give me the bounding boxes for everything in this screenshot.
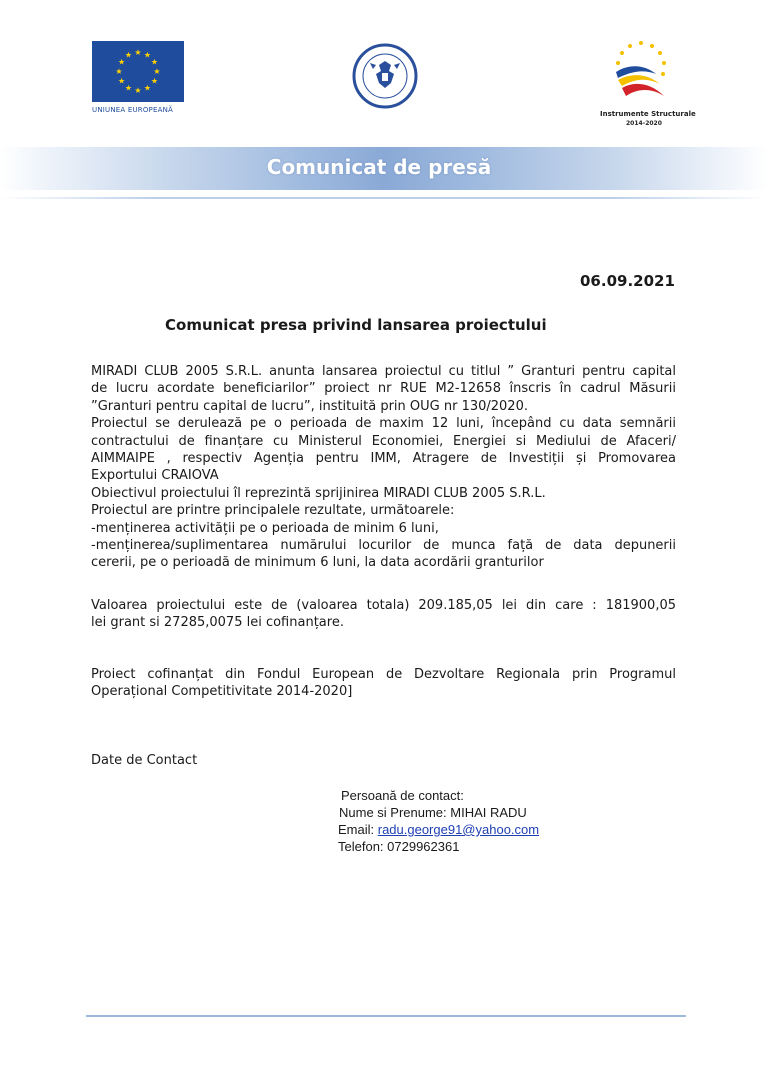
body-line: Obiectivul proiectului îl reprezintă sprijinirea MIRADI CLUB 2005 S.R.L. [91, 485, 546, 501]
eu-star-icon: ★ [143, 50, 152, 60]
project-value-paragraph [91, 597, 676, 632]
eu-star-icon: ★ [134, 48, 142, 57]
body-line: AIMMAIPE , respectiv Agenția pentru IMM, Atragere de Investiții și Promovarea [91, 451, 676, 467]
banner-title: Comunicat de presă [266, 155, 492, 179]
eu-star-icon: ★ [150, 57, 159, 67]
eu-star-icon: ★ [124, 50, 133, 60]
eu-caption: UNIUNEA EUROPEANĂ [92, 106, 173, 114]
eu-star-icon: ★ [143, 83, 152, 93]
contact-person-label: Persoană de contact: [341, 788, 464, 803]
eu-star-icon: ★ [134, 86, 142, 95]
body-line: -menținerea activității pe o perioada de minim 6 luni, [91, 520, 439, 536]
value-line: lei grant si 27285,0075 lei cofinanțare. [91, 615, 344, 631]
eu-star-icon: ★ [117, 76, 126, 86]
release-title: Comunicat presa privind lansarea proiectului [165, 316, 547, 334]
banner-divider [0, 197, 768, 199]
contact-name: Nume si Prenume: MIHAI RADU [339, 805, 527, 820]
release-date: 06.09.2021 [580, 272, 675, 290]
cofin-line: Proiect cofinanțat din Fondul European de Dezvoltare Regionala prin Programul [91, 667, 676, 682]
cofinancing-paragraph [91, 666, 676, 701]
body-line: Proiectul are printre principalele rezultate, următoarele: [91, 503, 455, 519]
cofin-line: Operațional Competitivitate 2014-2020] [91, 684, 353, 700]
contact-phone: Telefon: 0729962361 [338, 839, 460, 854]
instrumente-structurale-logo [606, 38, 676, 102]
footer-divider [86, 1015, 686, 1017]
body-line: de lucru acordate beneficiarilor” proiect nr RUE M2-12658 înscris în cadrul Măsurii [91, 381, 676, 397]
body-line: ”Granturi pentru capital de lucru”, instituită prin OUG nr 130/2020. [91, 398, 528, 414]
body-line: MIRADI CLUB 2005 S.R.L. anunta lansarea proiectul cu titlul ” Granturi pentru capital [91, 364, 676, 379]
body-line: -menținerea/suplimentarea numărului locurilor de munca față de data depunerii [91, 538, 676, 554]
contact-email-link[interactable]: radu.george91@yahoo.com [377, 822, 540, 837]
contact-email-label: Email: [338, 822, 378, 837]
body-line: Proiectul se derulează pe o perioada de maxim 12 luni, începând cu data semnării [91, 416, 676, 432]
is-caption-years: 2014-2020 [626, 120, 662, 127]
eu-star-icon: ★ [124, 83, 133, 93]
eu-star-icon: ★ [115, 67, 123, 76]
eu-flag-logo [92, 41, 184, 102]
body-line: Exportului CRAIOVA [91, 468, 219, 484]
body-line: contractului de finanțare cu Ministerul Economiei, Energiei si Mediului de Afaceri/ [91, 433, 676, 449]
value-line: Valoarea proiectului este de (valoarea totala) 209.185,05 lei din care : 181900,05 [91, 598, 676, 613]
eu-star-icon: ★ [150, 76, 159, 86]
contact-header: Date de Contact [91, 753, 198, 768]
contact-email-row [338, 821, 539, 838]
eu-star-icon: ★ [153, 67, 161, 76]
eu-star-icon: ★ [117, 57, 126, 67]
body-line: cererii, pe o perioadă de minimum 6 luni, la data acordării granturilor [91, 555, 544, 571]
release-body [91, 363, 676, 572]
is-caption: Instrumente Structurale [600, 110, 696, 118]
government-seal-logo [352, 43, 418, 109]
